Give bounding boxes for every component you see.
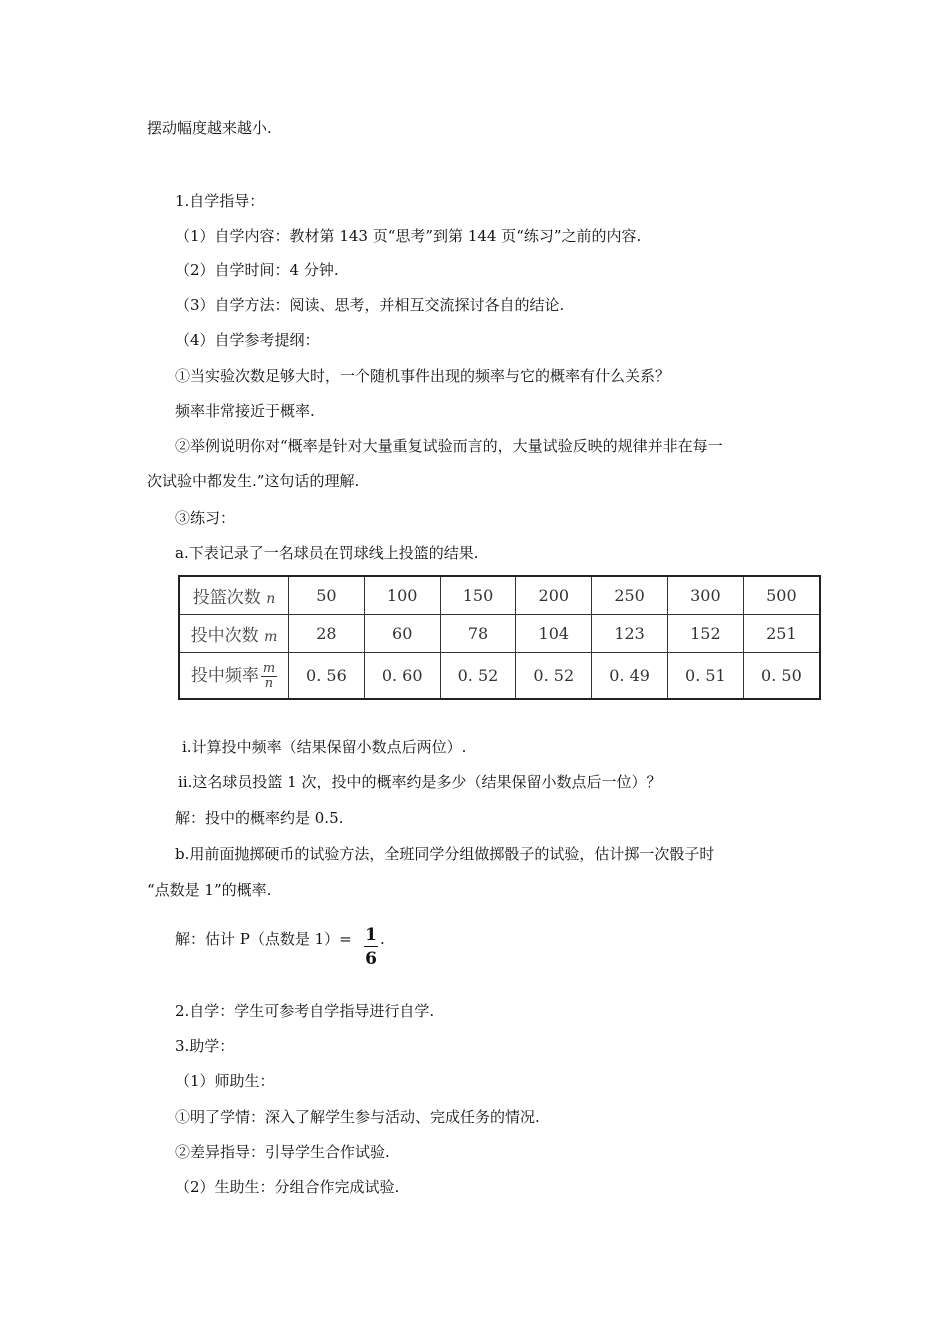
text-line: （3）自学方法：阅读、思考，并相互交流探讨各自的结论. bbox=[175, 296, 565, 314]
row-label: 投篮次数 bbox=[192, 588, 261, 609]
answer-fraction bbox=[364, 924, 378, 971]
table-cell: 100 bbox=[364, 576, 440, 615]
table-cell: 0. 51 bbox=[667, 653, 743, 699]
answer-period: . bbox=[380, 930, 385, 948]
table-row bbox=[179, 653, 820, 699]
text-line: 次试验中都发生.”这句话的理解. bbox=[147, 472, 360, 490]
text-line: ⅱ.这名球员投篮 1 次，投中的概率约是多少（结果保留小数点后一位）？ bbox=[178, 773, 662, 791]
shooting-results-table bbox=[178, 575, 821, 700]
text-line: （1）师助生： bbox=[175, 1072, 275, 1090]
text-line: （4）自学参考提纲： bbox=[175, 331, 320, 349]
row-header bbox=[179, 653, 289, 699]
table-cell: 0. 56 bbox=[289, 653, 365, 699]
text-line: ①当实验次数足够大时，一个随机事件出现的频率与它的概率有什么关系？ bbox=[175, 367, 671, 385]
table-cell: 500 bbox=[743, 576, 820, 615]
fraction-numerator: 1 bbox=[365, 925, 377, 945]
fraction-numerator: m bbox=[262, 660, 276, 676]
table-cell: 0. 50 bbox=[743, 653, 820, 699]
text-line: 解：投中的概率约是 0.5. bbox=[175, 809, 344, 827]
fraction-denominator: 6 bbox=[365, 949, 377, 969]
table-cell: 60 bbox=[364, 615, 440, 653]
answer-line: 解：估计 P（点数是 1）= bbox=[175, 930, 352, 948]
text-line: ⅰ.计算投中频率（结果保留小数点后两位）. bbox=[182, 738, 467, 756]
table-cell: 104 bbox=[516, 615, 592, 653]
text-line: ②举例说明你对“概率是针对大量重复试验而言的，大量试验反映的规律并非在每一 bbox=[175, 437, 723, 455]
table-row bbox=[179, 615, 820, 653]
row-variable: n bbox=[266, 591, 276, 608]
text-line: ①明了学情：深入了解学生参与活动、完成任务的情况. bbox=[175, 1108, 540, 1126]
section-heading: 1.自学指导： bbox=[175, 192, 265, 210]
row-variable: m bbox=[264, 629, 278, 646]
table-cell: 28 bbox=[289, 615, 365, 653]
text-line: 摆动幅度越来越小. bbox=[147, 119, 272, 137]
text-line: ③练习： bbox=[175, 509, 236, 527]
table-cell: 123 bbox=[592, 615, 668, 653]
text-line: 频率非常接近于概率. bbox=[175, 402, 315, 420]
table-cell: 250 bbox=[592, 576, 668, 615]
row-label: 投中次数 bbox=[190, 626, 259, 647]
section-heading: 3.助学： bbox=[175, 1037, 235, 1055]
table-cell: 0. 60 bbox=[364, 653, 440, 699]
table-cell: 0. 49 bbox=[592, 653, 668, 699]
frequency-fraction bbox=[261, 662, 277, 691]
row-header bbox=[179, 615, 289, 653]
text-line: “点数是 1”的概率. bbox=[147, 881, 272, 899]
text-line: a.下表记录了一名球员在罚球线上投篮的结果. bbox=[175, 544, 479, 562]
row-label: 投中频率 bbox=[190, 665, 259, 686]
table-row bbox=[179, 576, 820, 615]
table-cell: 78 bbox=[440, 615, 516, 653]
row-header bbox=[179, 576, 289, 615]
text-line: （1）自学内容：教材第 143 页“思考”到第 144 页“练习”之前的内容. bbox=[175, 227, 642, 245]
text-line: （2）自学时间：4 分钟. bbox=[175, 261, 339, 279]
table-cell: 251 bbox=[743, 615, 820, 653]
table-cell: 300 bbox=[667, 576, 743, 615]
section-heading: 2.自学：学生可参考自学指导进行自学. bbox=[175, 1002, 435, 1020]
text-line: （2）生助生：分组合作完成试验. bbox=[175, 1178, 400, 1196]
table-cell: 150 bbox=[440, 576, 516, 615]
table-cell: 0. 52 bbox=[440, 653, 516, 699]
table-cell: 50 bbox=[289, 576, 365, 615]
fraction-denominator: n bbox=[264, 675, 274, 691]
text-line: ②差异指导：引导学生合作试验. bbox=[175, 1143, 390, 1161]
text-line: b.用前面抛掷硬币的试验方法，全班同学分组做掷骰子的试验，估计掷一次骰子时 bbox=[175, 845, 715, 863]
table-cell: 152 bbox=[667, 615, 743, 653]
table-cell: 200 bbox=[516, 576, 592, 615]
table-cell: 0. 52 bbox=[516, 653, 592, 699]
